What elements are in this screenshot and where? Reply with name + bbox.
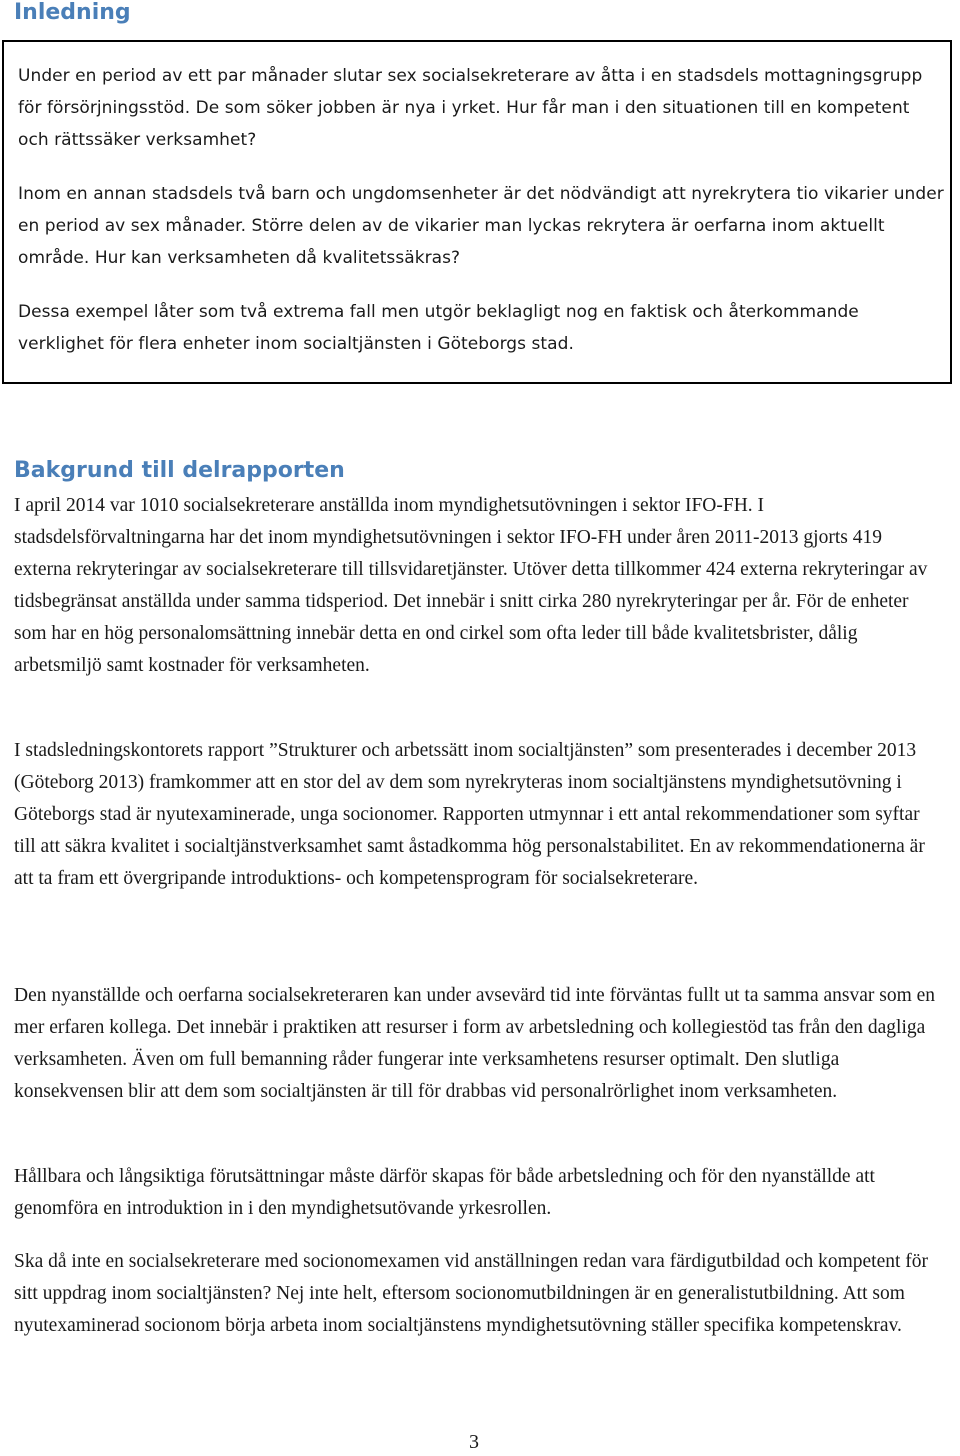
body-paragraph-4: Hållbara och långsiktiga förutsättningar måste därför skapas för både arbetsledning och för den nyanställde att genomföra en introduktion in i den myndighetsutövande yrkesrollen. (14, 1166, 875, 1219)
section-heading-inledning: Inledning (14, 0, 131, 25)
body-paragraph-3: Den nyanställde och oerfarna socialsekreteraren kan under avsevärd tid inte förväntas fullt ut ta samma ansvar som en mer erfaren kollega. Det innebär i praktiken att resurser i form av arbetsledning och kollegiestöd tas från den dagliga verksamheten. Även om full bemanning råder fungerar inte verksamhetens resurser optimalt. Den slutliga konsekvensen blir att dem som socialtjänsten är till för drabbas vid personalrörlighet inom verksamheten. (14, 985, 936, 1102)
body-paragraph-1: I april 2014 var 1010 socialsekreterare anställda inom myndighetsutövningen i sektor IFO-FH. I stadsdelsförvaltningarna har det inom myndighetsutövningen i sektor IFO-FH under åren 2011-2013 gjorts 419 externa rekryteringar av socialsekreterare till tillsvidaretjänster. Utöver detta tillkommer 424 externa rekryteringar av tidsbegränsat anställda under samma tidsperiod. Det innebär i snitt cirka 280 nyrekryteringar per år. För de enheter som har en hög personalomsättning innebär detta en ond cirkel som ofta leder till både kvalitetsbrister, dålig arbetsmiljö samt kostnader för verksamheten. (14, 495, 928, 676)
page-number: 3 (469, 1431, 479, 1453)
intro-text-box (2, 40, 952, 384)
intro-paragraph-2: Inom en annan stadsdels två barn och ungdomsenheter är det nödvändigt att nyrekrytera tio vikarier under en period av sex månader. Större delen av de vikarier man lyckas rekrytera är oerfarna inom aktuellt område. Hur kan verksamheten då kvalitetssäkras? (18, 184, 944, 268)
intro-paragraph-1: Under en period av ett par månader slutar sex socialsekreterare av åtta i en stadsdels mottagningsgrupp för försörjningsstöd. De som söker jobben är nya i yrket. Hur får man i den situationen till en kompetent och rättssäker verksamhet? (18, 66, 923, 150)
body-paragraph-5: Ska då inte en socialsekreterare med socionomexamen vid anställningen redan vara färdigutbildad och kompetent för sitt uppdrag inom socialtjänsten? Nej inte helt, eftersom socionomutbildningen är en generalistutbildning. Att som nyutexaminerad socionom börja arbeta inom socialtjänstens myndighetsutövning ställer specifika kompetenskrav. (14, 1251, 929, 1336)
section-heading-bakgrund: Bakgrund till delrapporten (14, 458, 345, 483)
body-paragraph-2: I stadsledningskontorets rapport ”Strukturer och arbetssätt inom socialtjänsten” som presenterades i december 2013 (Göteborg 2013) framkommer att en stor del av dem som nyrekryteras inom socialtjänstens myndighetsutövning i Göteborgs stad är nyutexaminerade, unga socionomer. Rapporten utmynnar i ett antal rekommendationer som syftar till att säkra kvalitet i socialtjänstverksamhet samt åstadkomma hög personalstabilitet. En av rekommendationerna är att ta fram ett övergripande introduktions- och kompetensprogram för socialsekreterare. (14, 740, 925, 889)
intro-paragraph-3: Dessa exempel låter som två extrema fall men utgör beklagligt nog en faktisk och återkommande verklighet för flera enheter inom socialtjänsten i Göteborgs stad. (18, 302, 859, 354)
